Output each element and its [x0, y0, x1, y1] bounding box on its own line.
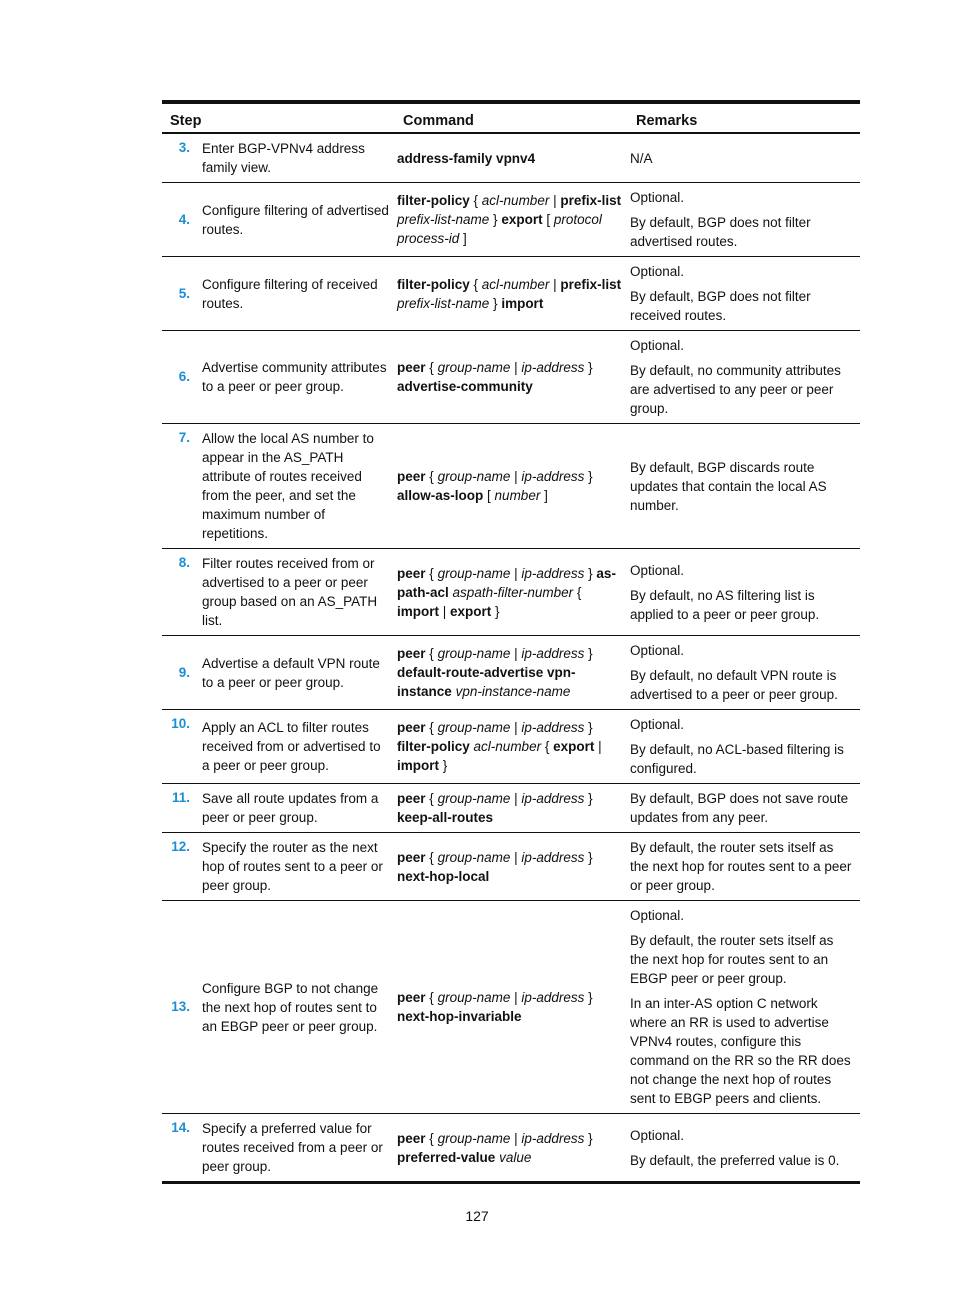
remark-paragraph: By default, BGP does not filter received routes. — [630, 289, 811, 323]
command-keyword: peer — [397, 720, 426, 735]
command-keyword: next-hop-invariable — [397, 1009, 522, 1024]
command-syntax: { — [425, 791, 438, 806]
command-syntax: } — [489, 295, 502, 311]
command-syntax: { — [425, 849, 438, 865]
command-syntax: } — [584, 720, 593, 735]
command-argument: group-name — [437, 565, 511, 581]
command-syntax: | — [510, 469, 522, 484]
remark-paragraph: By default, BGP discards route updates that contain the local AS number. — [630, 459, 827, 513]
step-number: 6. — [178, 369, 190, 384]
page-number: 127 — [465, 1208, 489, 1224]
command-syntax: { — [425, 720, 438, 735]
table-body — [162, 133, 860, 1183]
header-command: Command — [403, 113, 474, 129]
command-argument: ip-address — [521, 646, 585, 661]
step-command — [395, 183, 628, 257]
step-command — [395, 636, 628, 710]
step-description: Advertise a default VPN route to a peer or peer group. — [202, 655, 380, 690]
command-syntax: { — [541, 739, 554, 754]
command-keyword: peer — [397, 791, 426, 806]
step-number: 13. — [171, 999, 190, 1014]
command-syntax: } — [489, 212, 502, 227]
remark-paragraph: By default, BGP does not filter advertised routes. — [630, 215, 811, 249]
command-syntax: { — [425, 646, 438, 661]
step-description: Configure BGP to not change the next hop of routes sent to an EBGP peer or peer group. — [202, 980, 379, 1034]
command-syntax: } — [584, 990, 593, 1005]
step-number: 3. — [178, 140, 190, 155]
step-remarks — [628, 257, 860, 331]
step-remarks — [628, 331, 860, 424]
command-argument: group-name — [437, 849, 511, 865]
step-command — [395, 784, 628, 833]
table-row — [162, 331, 860, 424]
command-syntax: | — [549, 193, 561, 208]
command-syntax: } — [491, 603, 500, 619]
step-command — [395, 257, 628, 331]
command-argument: group-name — [437, 469, 511, 484]
header-remarks: Remarks — [636, 113, 698, 129]
step-description: Filter routes received from or advertised to a peer or peer group based on an AS_PATH list. — [202, 556, 378, 628]
command-argument: ip-address — [521, 1130, 585, 1146]
step-number: 8. — [178, 555, 190, 570]
command-argument: group-name — [437, 360, 511, 375]
command-argument: ip-address — [521, 990, 585, 1005]
command-syntax: { — [425, 565, 438, 581]
remark-paragraph: N/A — [630, 150, 653, 166]
command-argument: number — [494, 488, 541, 503]
step-command — [395, 133, 628, 183]
config-steps-table-container — [162, 100, 860, 1184]
command-keyword: peer — [397, 360, 426, 375]
command-syntax: ] — [540, 488, 548, 503]
command-syntax: { — [469, 276, 482, 292]
step-remarks — [628, 901, 860, 1114]
command-keyword: prefix-list — [560, 276, 622, 292]
step-remarks — [628, 133, 860, 183]
command-argument: prefix-list-name — [397, 295, 490, 311]
command-keyword: import — [397, 758, 440, 773]
step-command — [395, 833, 628, 901]
step-remarks — [628, 710, 860, 784]
command-argument: ip-address — [521, 565, 585, 581]
command-syntax: | — [510, 990, 522, 1005]
step-remarks — [628, 636, 860, 710]
step-number: 9. — [178, 664, 190, 680]
command-syntax: } — [584, 849, 593, 865]
command-syntax: | — [510, 646, 522, 661]
table-row — [162, 636, 860, 710]
step-command — [395, 901, 628, 1114]
step-description: Configure filtering of received routes. — [202, 276, 378, 311]
step-command — [395, 549, 628, 636]
step-command — [395, 424, 628, 549]
command-argument: protocol process-id — [397, 212, 602, 246]
table-row — [162, 1114, 860, 1183]
remark-paragraph: By default, the preferred value is 0. — [630, 1152, 840, 1168]
step-remarks — [628, 833, 860, 901]
remark-paragraph: Optional. — [630, 1127, 685, 1143]
command-syntax: [ — [483, 488, 495, 503]
step-description: Apply an ACL to filter routes received from or advertised to a peer or peer group. — [202, 720, 381, 773]
command-argument: vpn-instance-name — [455, 684, 571, 699]
step-description: Allow the local AS number to appear in the AS_PATH attribute of routes received from the peer, and set the maximum number of repetitions. — [202, 431, 374, 541]
command-syntax: | — [439, 603, 451, 619]
command-argument: acl-number — [481, 193, 550, 208]
command-keyword: export — [450, 603, 492, 619]
command-argument: ip-address — [521, 791, 585, 806]
command-keyword: address-family vpnv4 — [397, 150, 536, 166]
step-remarks — [628, 424, 860, 549]
table-row — [162, 901, 860, 1114]
step-number: 14. — [171, 1120, 190, 1135]
command-syntax: ] — [459, 231, 467, 246]
step-remarks — [628, 183, 860, 257]
step-description: Enter BGP-VPNv4 address family view. — [202, 141, 365, 175]
command-argument: acl-number — [481, 276, 550, 292]
remark-paragraph: Optional. — [630, 264, 685, 279]
command-syntax: | — [594, 739, 602, 754]
remark-paragraph: Optional. — [630, 190, 685, 205]
remark-paragraph: By default, the router sets itself as the next hop for routes sent to an EBGP peer or peer group. — [630, 933, 834, 986]
command-keyword: filter-policy — [397, 193, 470, 208]
command-argument: prefix-list-name — [397, 212, 490, 227]
step-command — [395, 331, 628, 424]
command-syntax: } — [584, 565, 597, 581]
remark-paragraph: Optional. — [630, 908, 685, 923]
table-row — [162, 784, 860, 833]
remark-paragraph: By default, the router sets itself as the next hop for routes sent to a peer or peer group. — [630, 840, 852, 893]
table-header-row — [162, 102, 860, 133]
command-argument: group-name — [437, 646, 511, 661]
command-argument: ip-address — [521, 720, 585, 735]
command-syntax: { — [469, 193, 482, 208]
command-keyword: advertise-community — [397, 379, 533, 394]
command-argument: group-name — [437, 1130, 511, 1146]
table-row — [162, 257, 860, 331]
command-keyword: peer — [397, 646, 426, 661]
remark-paragraph: By default, no community attributes are advertised to any peer or peer group. — [630, 363, 841, 416]
step-description: Configure filtering of advertised routes. — [202, 202, 389, 237]
command-keyword: next-hop-local — [397, 868, 490, 884]
step-description: Save all route updates from a peer or peer group. — [202, 791, 379, 825]
command-argument: ip-address — [521, 360, 585, 375]
command-syntax: } — [584, 646, 593, 661]
table-row — [162, 710, 860, 784]
table-row — [162, 549, 860, 636]
command-keyword: peer — [397, 990, 426, 1005]
remark-paragraph: By default, no AS filtering list is applied to a peer or peer group. — [630, 587, 820, 622]
command-syntax: | — [510, 360, 522, 375]
command-syntax: } — [439, 758, 448, 773]
step-number: 5. — [178, 285, 190, 301]
command-argument: group-name — [437, 791, 511, 806]
step-command — [395, 1114, 628, 1183]
command-keyword: export — [553, 739, 595, 754]
command-syntax: | — [510, 791, 522, 806]
command-syntax: } — [584, 1130, 593, 1146]
remark-paragraph: By default, no default VPN route is advertised to a peer or peer group. — [630, 668, 838, 702]
command-keyword: as-path-acl — [397, 565, 616, 600]
command-keyword: peer — [397, 849, 426, 865]
command-argument: acl-number — [473, 739, 542, 754]
command-syntax: | — [549, 276, 561, 292]
step-command — [395, 710, 628, 784]
step-number: 12. — [171, 839, 190, 854]
command-syntax: { — [425, 360, 438, 375]
command-keyword: default-route-advertise vpn-instance — [397, 665, 576, 699]
table-row — [162, 833, 860, 901]
step-number: 10. — [171, 716, 190, 731]
command-syntax: } — [584, 469, 593, 484]
command-keyword: filter-policy — [397, 739, 470, 754]
command-keyword: preferred-value — [397, 1149, 496, 1165]
command-syntax: { — [425, 469, 438, 484]
step-number: 7. — [178, 430, 190, 445]
command-keyword: allow-as-loop — [397, 488, 484, 503]
config-steps-table — [162, 100, 860, 1184]
step-remarks — [628, 784, 860, 833]
command-syntax: | — [510, 565, 522, 581]
command-argument: group-name — [437, 990, 511, 1005]
command-argument: ip-address — [521, 469, 585, 484]
table-row — [162, 183, 860, 257]
step-number: 11. — [171, 790, 190, 805]
command-argument: aspath-filter-number — [452, 584, 574, 600]
command-keyword: filter-policy — [397, 276, 470, 292]
command-syntax: } — [584, 360, 593, 375]
command-argument: group-name — [437, 720, 511, 735]
remark-paragraph: Optional. — [630, 562, 685, 578]
command-syntax: | — [510, 849, 522, 865]
command-keyword: export — [501, 212, 543, 227]
remark-paragraph: By default, BGP does not save route updates from any peer. — [630, 791, 849, 825]
command-keyword: keep-all-routes — [397, 810, 494, 825]
command-keyword: import — [397, 603, 440, 619]
command-syntax: [ — [542, 212, 554, 227]
command-syntax: { — [425, 1130, 438, 1146]
command-argument: value — [499, 1149, 532, 1165]
command-keyword: peer — [397, 469, 426, 484]
remark-paragraph: Optional. — [630, 717, 685, 732]
remark-paragraph: Optional. — [630, 338, 685, 353]
step-number: 4. — [178, 211, 190, 227]
step-description: Advertise community attributes to a peer or peer group. — [202, 360, 387, 394]
step-remarks — [628, 1114, 860, 1183]
table-row — [162, 424, 860, 549]
command-keyword: peer — [397, 1130, 426, 1146]
remark-paragraph: By default, no ACL-based filtering is configured. — [630, 742, 844, 776]
command-syntax: | — [510, 1130, 522, 1146]
step-remarks — [628, 549, 860, 636]
step-description: Specify the router as the next hop of routes sent to a peer or peer group. — [202, 840, 383, 893]
step-description: Specify a preferred value for routes received from a peer or peer group. — [202, 1121, 383, 1174]
command-syntax: { — [573, 584, 582, 600]
command-keyword: peer — [397, 565, 426, 581]
command-syntax: { — [425, 990, 438, 1005]
command-syntax: | — [510, 720, 522, 735]
header-step: Step — [170, 113, 202, 129]
remark-paragraph: Optional. — [630, 643, 685, 658]
remark-paragraph: In an inter-AS option C network where an RR is used to advertise VPNv4 routes, configure this command on the RR so the RR does not change the next hop of routes sent to EBGP peers and clients. — [630, 996, 851, 1106]
command-argument: ip-address — [521, 849, 585, 865]
command-keyword: prefix-list — [560, 193, 622, 208]
command-syntax: } — [584, 791, 593, 806]
command-keyword: import — [501, 295, 544, 311]
table-row — [162, 133, 860, 183]
